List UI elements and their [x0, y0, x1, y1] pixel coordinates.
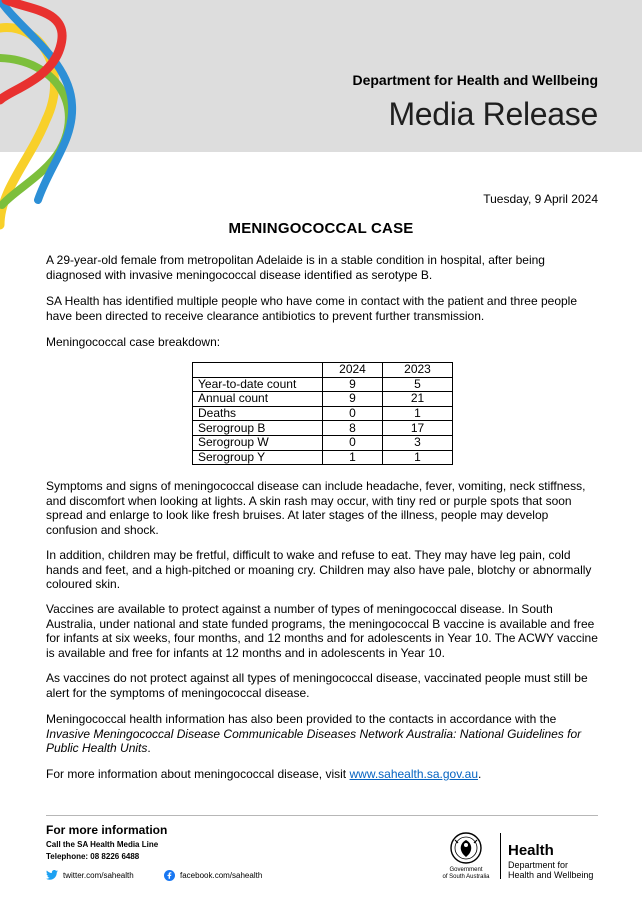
table-cell-2023: 17 — [383, 421, 453, 436]
table-cell-label: Serogroup W — [193, 435, 323, 450]
table-header-cell: 2024 — [323, 363, 383, 378]
table-cell-2023: 1 — [383, 450, 453, 465]
government-crest-icon — [446, 831, 486, 867]
twitter-icon — [46, 870, 58, 880]
government-text — [426, 867, 506, 881]
table-row — [193, 392, 453, 407]
twitter-link[interactable] — [46, 870, 134, 880]
twitter-handle: twitter.com/sahealth — [63, 870, 134, 880]
facebook-handle: facebook.com/sahealth — [180, 871, 263, 880]
table-cell-2024: 1 — [323, 450, 383, 465]
table-header-cell — [193, 363, 323, 378]
facebook-icon — [164, 870, 175, 881]
more-info-text: For more information about meningococcal disease, visit — [46, 767, 350, 781]
footer-heading: For more information — [46, 823, 168, 837]
table-cell-2023: 5 — [383, 377, 453, 392]
logo-divider — [500, 833, 501, 879]
table-row — [193, 421, 453, 436]
release-date: Tuesday, 9 April 2024 — [483, 192, 598, 206]
table-cell-label: Serogroup B — [193, 421, 323, 436]
guidelines-end: . — [147, 741, 151, 756]
table-cell-2024: 0 — [323, 406, 383, 421]
table-cell-2023: 1 — [383, 406, 453, 421]
table-header-cell: 2023 — [383, 363, 453, 378]
table-row — [193, 435, 453, 450]
government-line-2: of South Australia — [442, 874, 490, 880]
footer-divider — [46, 815, 598, 816]
table-cell-2024: 0 — [323, 435, 383, 450]
media-line-text: Call the SA Health Media Line — [46, 840, 159, 849]
sahealth-link[interactable]: www.sahealth.sa.gov.au — [349, 767, 479, 781]
table-row — [193, 377, 453, 392]
paragraph-case-summary: A 29-year-old female from metropolitan Adelaide is in a stable condition in hospital, after being diagnosed with invasive meningococcal disease identified as serotype B. — [46, 253, 545, 282]
telephone-text: Telephone: 08 8226 6488 — [46, 852, 140, 861]
table-cell-label: Deaths — [193, 406, 323, 421]
government-line-1: Government — [449, 867, 483, 873]
paragraph-guidelines — [46, 712, 602, 756]
page-title: MENINGOCOCCAL CASE — [228, 220, 414, 237]
table-cell-2024: 9 — [323, 392, 383, 407]
paragraph-more-info — [46, 767, 602, 782]
paragraph-symptoms: Symptoms and signs of meningococcal disease can include headache, fever, vomiting, neck stiffness, and discomfort when looking at lights. A skin rash may occur, with tiny red or purple spots that soon spread and enlarge to look like fresh bruises. At later stages of the illness, people may develop confusion and shock. — [46, 479, 586, 537]
case-breakdown-table — [192, 362, 453, 465]
media-release-title: Media Release — [388, 96, 598, 132]
department-name: Department for Health and Wellbeing — [352, 72, 598, 88]
paragraph-vaccine-caution: As vaccines do not protect against all types of meningococcal disease, vaccinated people must still be alert for the symptoms of meningococcal disease. — [46, 671, 588, 700]
table-cell-2024: 9 — [323, 377, 383, 392]
table-header-row — [193, 363, 453, 378]
health-logo-word: Health — [508, 842, 554, 859]
ribbon-decoration — [0, 0, 90, 250]
table-cell-label: Serogroup Y — [193, 450, 323, 465]
health-department-line-1: Department for — [508, 860, 569, 870]
paragraph-breakdown-intro: Meningococcal case breakdown: — [46, 335, 221, 349]
table-cell-2023: 3 — [383, 435, 453, 450]
guidelines-document-title: Invasive Meningococcal Disease Communicable Diseases Network Australia: National Guidelines for Public Health Units — [46, 726, 582, 756]
paragraph-contacts: SA Health has identified multiple people who have come in contact with the patient and three people have been directed to receive clearance antibiotics to prevent further transmission. — [46, 294, 578, 323]
paragraph-children: In addition, children may be fretful, difficult to wake and refuse to eat. They may have leg pain, cold hands and feet, and a high-pitched or moaning cry. Children may also have pale, blotchy or abnormally coloured skin. — [46, 548, 592, 592]
table-cell-2024: 8 — [323, 421, 383, 436]
guidelines-text: Meningococcal health information has also been provided to the contacts in accordance with the — [46, 712, 557, 726]
health-department-line-2: Health and Wellbeing — [508, 870, 594, 880]
more-info-end: . — [478, 767, 482, 781]
table-cell-2023: 21 — [383, 392, 453, 407]
table-cell-label: Annual count — [193, 392, 323, 407]
table-row — [193, 450, 453, 465]
paragraph-vaccines: Vaccines are available to protect against a number of types of meningococcal disease. In South Australia, under national and state funded programs, the meningococcal B vaccine is available and free for infants at six weeks, four months, and 12 months and for adolescents in Year 10. The ACWY vaccine is available and free for infants at 12 months and in adolescents in Year 10. — [46, 602, 598, 660]
table-row — [193, 406, 453, 421]
facebook-link[interactable] — [164, 870, 262, 881]
table-cell-label: Year-to-date count — [193, 377, 323, 392]
health-department-text — [508, 860, 593, 880]
